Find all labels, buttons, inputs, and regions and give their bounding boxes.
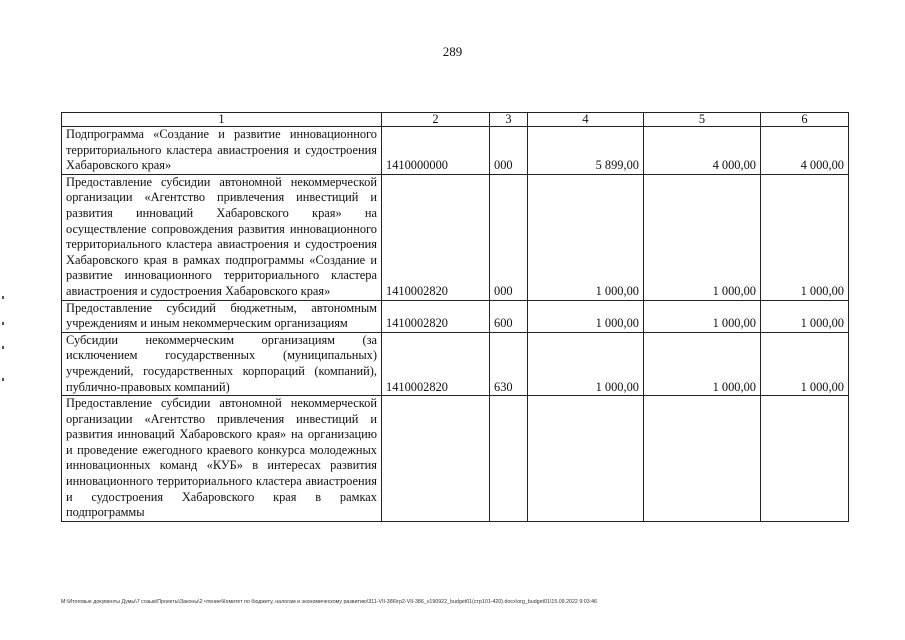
row-value-col6: 1 000,00 — [761, 174, 849, 300]
row-value-col4: 1 000,00 — [528, 174, 644, 300]
row-description: Предоставление субсидии автономной некоммерческой организации «Агентство привлечения инвестиций и развития инноваций Хабаровского края» на осуществление сопровождения развития инновационного территориального кластера авиастроения и судостроения Хабаровского края в рамках подпрограммы «Создание и развитие инновационного территориального кластера авиастроения и судостроения Хабаровского края» — [62, 174, 382, 300]
page-number: 289 — [442, 44, 463, 59]
column-header-6: 6 — [761, 113, 849, 127]
row-value-col4: 1 000,00 — [528, 332, 644, 395]
row-expense-type: 000 — [490, 127, 528, 175]
row-value-col5: 1 000,00 — [644, 300, 761, 332]
row-description: Подпрограмма «Создание и развитие инновационного территориального кластера авиастроения и судостроения Хабаровского края» — [62, 127, 382, 175]
row-value-col6: 1 000,00 — [761, 300, 849, 332]
row-value-col6 — [761, 396, 849, 522]
table-row — [62, 332, 849, 395]
row-description: Предоставление субсидий бюджетным, автономным учреждениям и иным некоммерческим организациям — [62, 300, 382, 332]
row-expense-type: 000 — [490, 174, 528, 300]
row-target-code: 1410002820 — [382, 174, 490, 300]
row-expense-type: 630 — [490, 332, 528, 395]
table-header-row — [62, 113, 849, 127]
table-row — [62, 396, 849, 522]
row-value-col5: 4 000,00 — [644, 127, 761, 175]
table-row — [62, 127, 849, 175]
table-row — [62, 174, 849, 300]
row-target-code — [382, 396, 490, 522]
column-header-5: 5 — [644, 113, 761, 127]
row-expense-type: 600 — [490, 300, 528, 332]
scan-mark — [2, 378, 4, 381]
row-value-col6: 4 000,00 — [761, 127, 849, 175]
column-header-2: 2 — [382, 113, 490, 127]
column-header-4: 4 — [528, 113, 644, 127]
row-value-col4: 5 899,00 — [528, 127, 644, 175]
row-value-col5 — [644, 396, 761, 522]
row-value-col6: 1 000,00 — [761, 332, 849, 395]
row-description: Субсидии некоммерческим организациям (за исключением государственных (муниципальных) учреждений, государственных корпораций (компаний), публично-правовых компаний) — [62, 332, 382, 395]
row-target-code: 1410000000 — [382, 127, 490, 175]
row-value-col4 — [528, 396, 644, 522]
scan-mark — [2, 296, 4, 299]
row-value-col5: 1 000,00 — [644, 332, 761, 395]
row-expense-type — [490, 396, 528, 522]
budget-table — [61, 112, 849, 522]
row-target-code: 1410002820 — [382, 300, 490, 332]
column-header-1: 1 — [62, 113, 382, 127]
scan-mark — [2, 322, 4, 325]
footer-file-path: M:\Итоговые документы Думы\7 созыв\Проекты\Законы\2 чтение\Комитет по бюджету, налогам и экономическому развитию\311-VII-386\гр2-VII-386_v190922_budget01(стр101-420).docx\org_budget01\15.09.2022 9:03:46 — [61, 599, 598, 605]
scan-mark — [2, 346, 4, 349]
column-header-3: 3 — [490, 113, 528, 127]
table-row — [62, 300, 849, 332]
row-value-col4: 1 000,00 — [528, 300, 644, 332]
row-target-code: 1410002820 — [382, 332, 490, 395]
row-description: Предоставление субсидии автономной некоммерческой организации «Агентство привлечения инвестиций и развития инноваций Хабаровского края» на организацию и проведение ежегодного краевого конкурса молодежных инновационных команд «КУБ» в интересах развития инновационного территориального кластера авиастроения и судостроения Хабаровского края в рамках подпрограммы — [62, 396, 382, 522]
row-value-col5: 1 000,00 — [644, 174, 761, 300]
